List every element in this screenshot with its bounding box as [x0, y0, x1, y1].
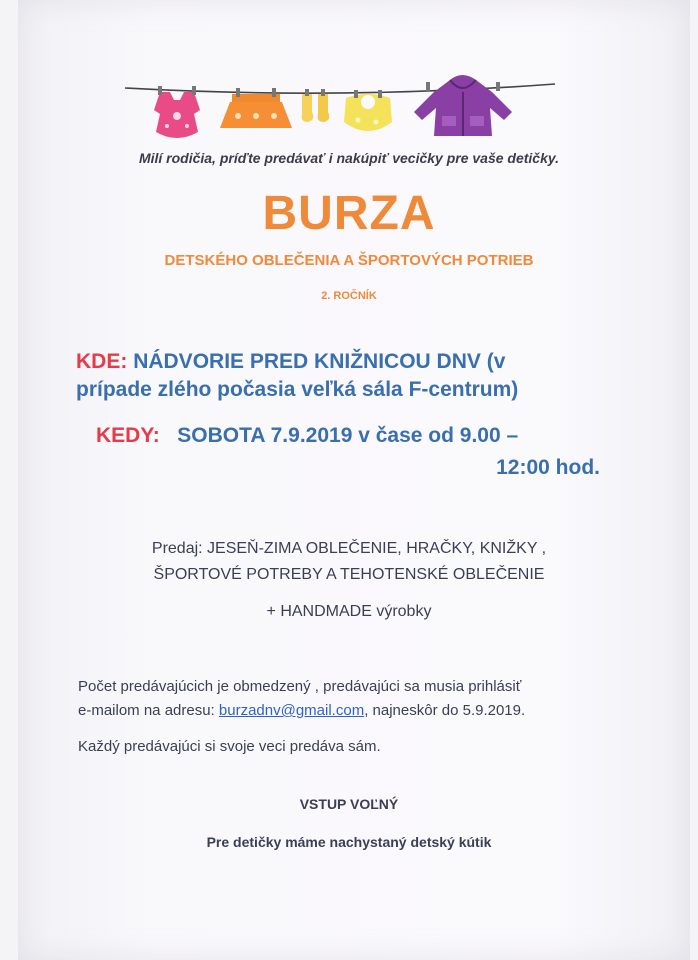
registration-text [78, 702, 638, 719]
kids-corner-note: Pre detičky máme nachystaný detský kútik [206, 834, 492, 850]
date-line [96, 424, 656, 448]
location-line [76, 346, 636, 378]
seller-limit-text: Počet predávajúcich je obmedzený , predávajúci sa musia prihlásiť [78, 678, 522, 695]
baby-socks-icon [302, 89, 330, 122]
self-selling-note: Každý predávajúci si svoje veci predáva sám. [78, 738, 381, 755]
bib-icon [344, 90, 392, 131]
location-value: NÁDVORIE PRED KNIŽNICOU DNV (v [133, 350, 506, 373]
tagline: Milí rodičia, príďte predávať i nakúpiť vecičky pre vaše detičky. [138, 150, 560, 166]
skirt-icon [220, 88, 292, 128]
sale-items-line-1: Predaj: JESEŇ-ZIMA OBLEČENIE, HRAČKY, KNIŽKY , [151, 540, 547, 557]
location-label: KDE: [76, 350, 128, 373]
hooded-jacket-icon [414, 75, 512, 136]
baby-onesie-icon [154, 86, 200, 138]
time-value: 12:00 hod. [496, 456, 600, 479]
email-link[interactable]: burzadnv@gmail.com [218, 702, 365, 719]
date-label: KEDY: [96, 424, 160, 447]
registration-deadline: , najneskôr do 5.9.2019. [364, 702, 526, 719]
free-entry-label: VSTUP VOĽNÝ [299, 796, 399, 812]
registration-prefix: e-mailom na adresu: [78, 702, 219, 719]
date-value: SOBOTA 7.9.2019 v čase od 9.00 – [177, 424, 519, 447]
clothesline-illustration [120, 70, 560, 150]
sale-items-line-2: ŠPORTOVÉ POTREBY A TEHOTENSKÉ OBLEČENIE [153, 566, 545, 583]
edition-label: 2. ROČNÍK [321, 290, 377, 302]
sale-items-handmade: + HANDMADE výrobky [266, 603, 432, 620]
location-value-continued: prípade zlého počasia veľká sála F-centrum) [76, 378, 519, 401]
poster-title: BURZA [262, 187, 436, 240]
poster-subtitle: DETSKÉHO OBLEČENIA A ŠPORTOVÝCH POTRIEB [164, 252, 534, 269]
